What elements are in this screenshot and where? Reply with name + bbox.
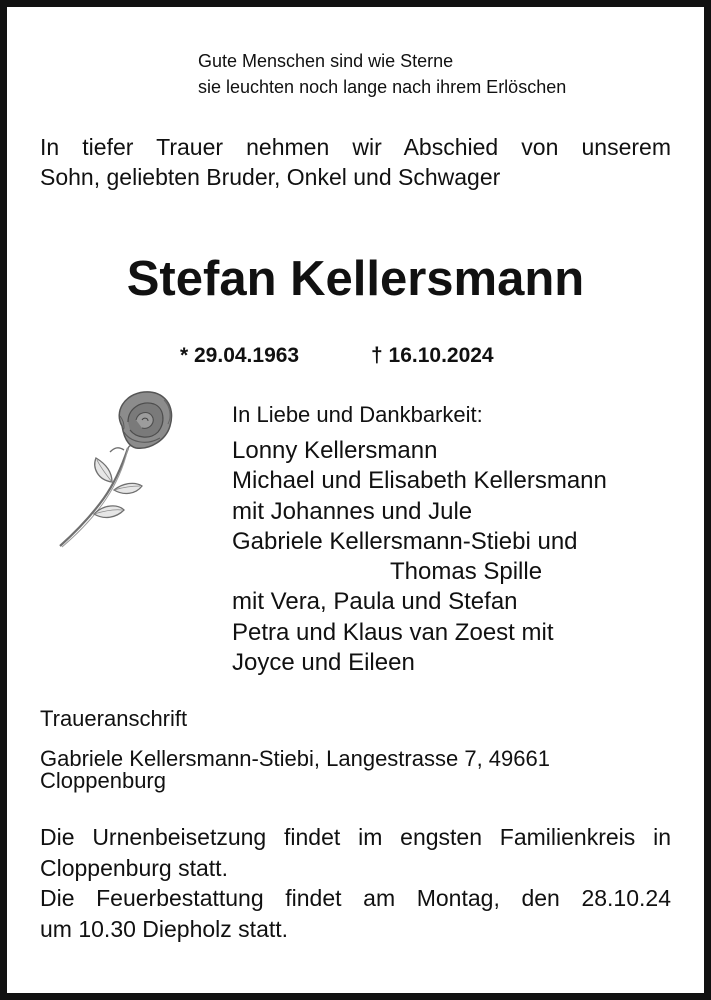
quote-line-1: Gute Menschen sind wie Sterne	[198, 51, 454, 71]
mourner-line: Petra und Klaus van Zoest mit	[232, 618, 554, 646]
notes-line-3: Die Feuerbestattung findet am Montag, den 28.10.24	[40, 885, 671, 911]
notes-line-1: Die Urnenbeisetzung findet im engsten Familienkreis in	[40, 824, 671, 850]
address-line-1: Gabriele Kellersmann-Stiebi, Langestrasse 7, 49661	[40, 746, 550, 771]
address	[40, 748, 550, 792]
intro-line-2: Sohn, geliebten Bruder, Onkel und Schwager	[40, 164, 501, 190]
intro-line-1: In tiefer Trauer nehmen wir Abschied von unserem	[40, 134, 671, 160]
quote-line-2: sie leuchten noch lange nach ihrem Erlöschen	[198, 77, 567, 97]
mourner-line: mit Vera, Paula und Stefan	[232, 588, 518, 616]
quote	[198, 48, 566, 100]
address-label: Traueranschrift	[40, 706, 188, 731]
intro-text	[40, 132, 671, 192]
notes-line-4: um 10.30 Diepholz statt.	[40, 915, 289, 942]
mourners-heading: In Liebe und Dankbarkeit:	[232, 402, 483, 427]
mourner-line: Gabriele Kellersmann-Stiebi und	[232, 527, 578, 555]
deceased-name: Stefan Kellersmann	[126, 252, 585, 306]
notes-line-2: Cloppenburg statt.	[40, 854, 228, 881]
mourner-line: mit Johannes und Jule	[232, 497, 473, 525]
funeral-notes	[40, 822, 671, 944]
mourner-line: Joyce und Eileen	[232, 649, 415, 677]
mourners-list	[232, 436, 607, 678]
mourner-line: Michael und Elisabeth Kellersmann	[232, 467, 607, 495]
address-line-2: Cloppenburg	[40, 768, 166, 793]
mourner-line: Thomas Spille	[390, 558, 543, 586]
mourner-line: Lonny Kellersmann	[232, 437, 438, 464]
rose-icon	[52, 386, 182, 551]
death-date: † 16.10.2024	[371, 344, 494, 367]
birth-date: * 29.04.1963	[180, 344, 300, 367]
